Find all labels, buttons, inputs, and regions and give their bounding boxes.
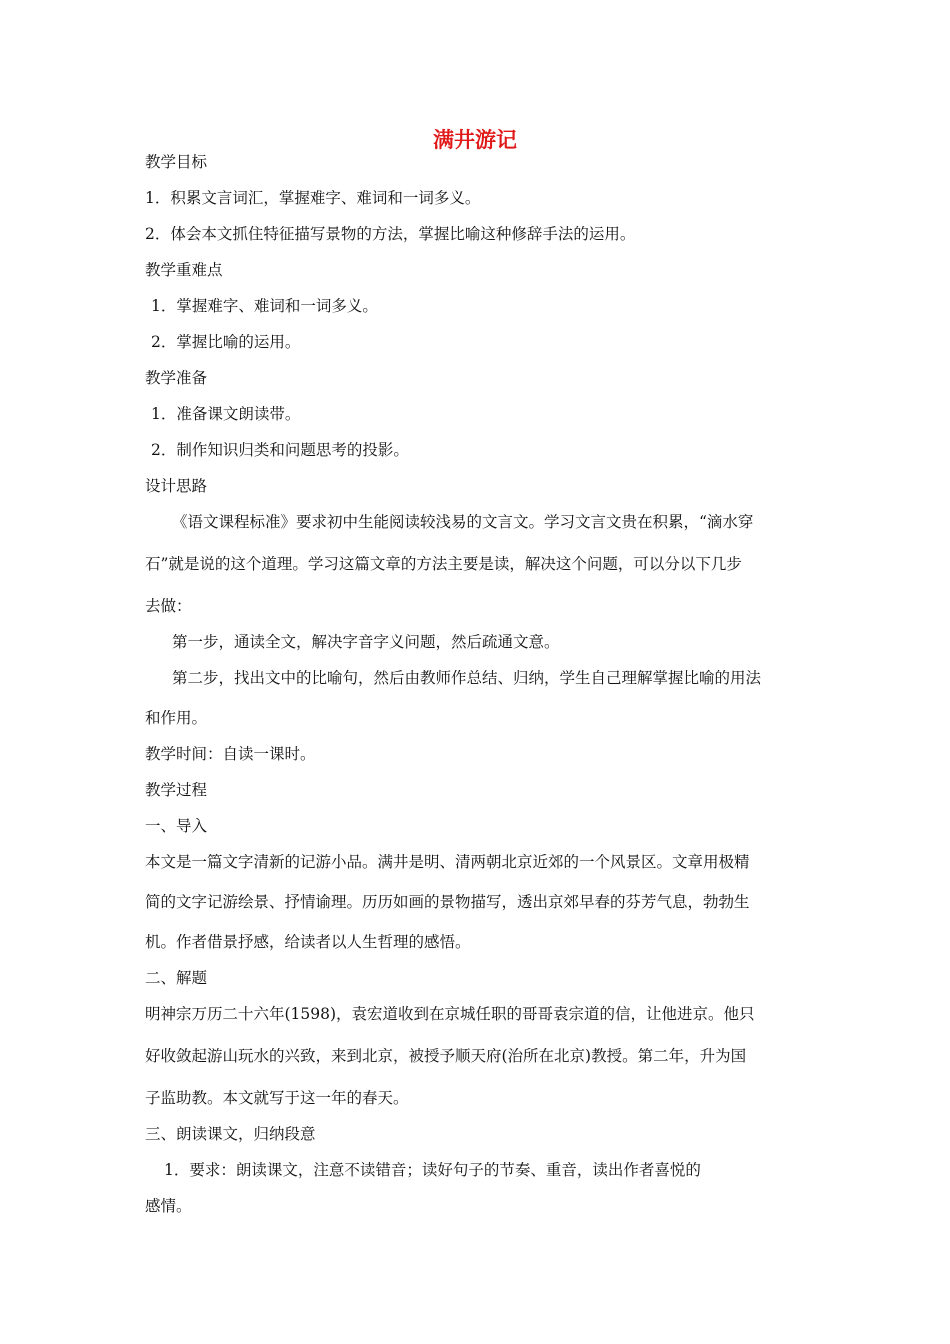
section-intro-heading: 一、导入 <box>145 817 208 835</box>
heading-preparation: 教学准备 <box>145 369 208 387</box>
reading-requirement-line-2: 感情。 <box>145 1197 192 1215</box>
design-paragraph-line-2: 石”就是说的这个道理。学习这篇文章的方法主要是读，解决这个问题，可以分以下几步 <box>145 555 742 573</box>
title-paragraph-line-2: 好收敛起游山玩水的兴致，来到北京，被授予顺天府(治所在北京)教授。第二年，升为国 <box>145 1047 747 1065</box>
heading-process: 教学过程 <box>145 781 208 799</box>
section-reading-heading: 三、朗读课文，归纳段意 <box>145 1125 316 1143</box>
teaching-time: 教学时间：自读一课时。 <box>145 745 316 763</box>
key-point-1: 1．掌握难字、难词和一词多义。 <box>151 297 378 315</box>
key-point-2: 2．掌握比喻的运用。 <box>151 333 301 351</box>
design-step-1: 第一步，通读全文，解决字音字义问题，然后疏通文意。 <box>172 633 560 651</box>
goal-item-2: 2．体会本文抓住特征描写景物的方法，掌握比喻这种修辞手法的运用。 <box>145 225 636 243</box>
preparation-1: 1．准备课文朗读带。 <box>151 405 301 423</box>
design-step-2-line-1: 第二步，找出文中的比喻句，然后由教师作总结、归纳，学生自己理解掌握比喻的用法 <box>172 669 762 687</box>
intro-paragraph-line-3: 机。作者借景抒感，给读者以人生哲理的感悟。 <box>145 933 471 951</box>
section-title-heading: 二、解题 <box>145 969 208 987</box>
heading-key-points: 教学重难点 <box>145 261 223 279</box>
title-paragraph-line-1: 明神宗万历二十六年(1598)，袁宏道收到在京城任职的哥哥袁宗道的信，让他进京。他只 <box>145 1005 755 1023</box>
heading-teaching-goals: 教学目标 <box>145 153 208 171</box>
document-title: 满井游记 <box>433 128 517 152</box>
intro-paragraph-line-1: 本文是一篇文字清新的记游小品。满井是明、清两朝北京近郊的一个风景区。文章用极精 <box>145 853 750 871</box>
design-paragraph-line-1: 《语文课程标准》要求初中生能阅读较浅易的文言文。学习文言文贵在积累，“滴水穿 <box>172 513 754 531</box>
title-paragraph-line-3: 子监助教。本文就写于这一年的春天。 <box>145 1089 409 1107</box>
design-paragraph-line-3: 去做： <box>145 597 192 615</box>
goal-item-1: 1．积累文言词汇，掌握难字、难词和一词多义。 <box>145 189 481 207</box>
intro-paragraph-line-2: 简的文字记游绘景、抒情谕理。历历如画的景物描写，透出京郊早春的芬芳气息，勃勃生 <box>145 893 750 911</box>
reading-requirement-line-1: 1．要求：朗读课文，注意不读错音；读好句子的节奏、重音，读出作者喜悦的 <box>164 1161 701 1179</box>
preparation-2: 2．制作知识归类和问题思考的投影。 <box>151 441 409 459</box>
design-step-2-line-2: 和作用。 <box>145 709 208 727</box>
heading-design: 设计思路 <box>145 477 208 495</box>
